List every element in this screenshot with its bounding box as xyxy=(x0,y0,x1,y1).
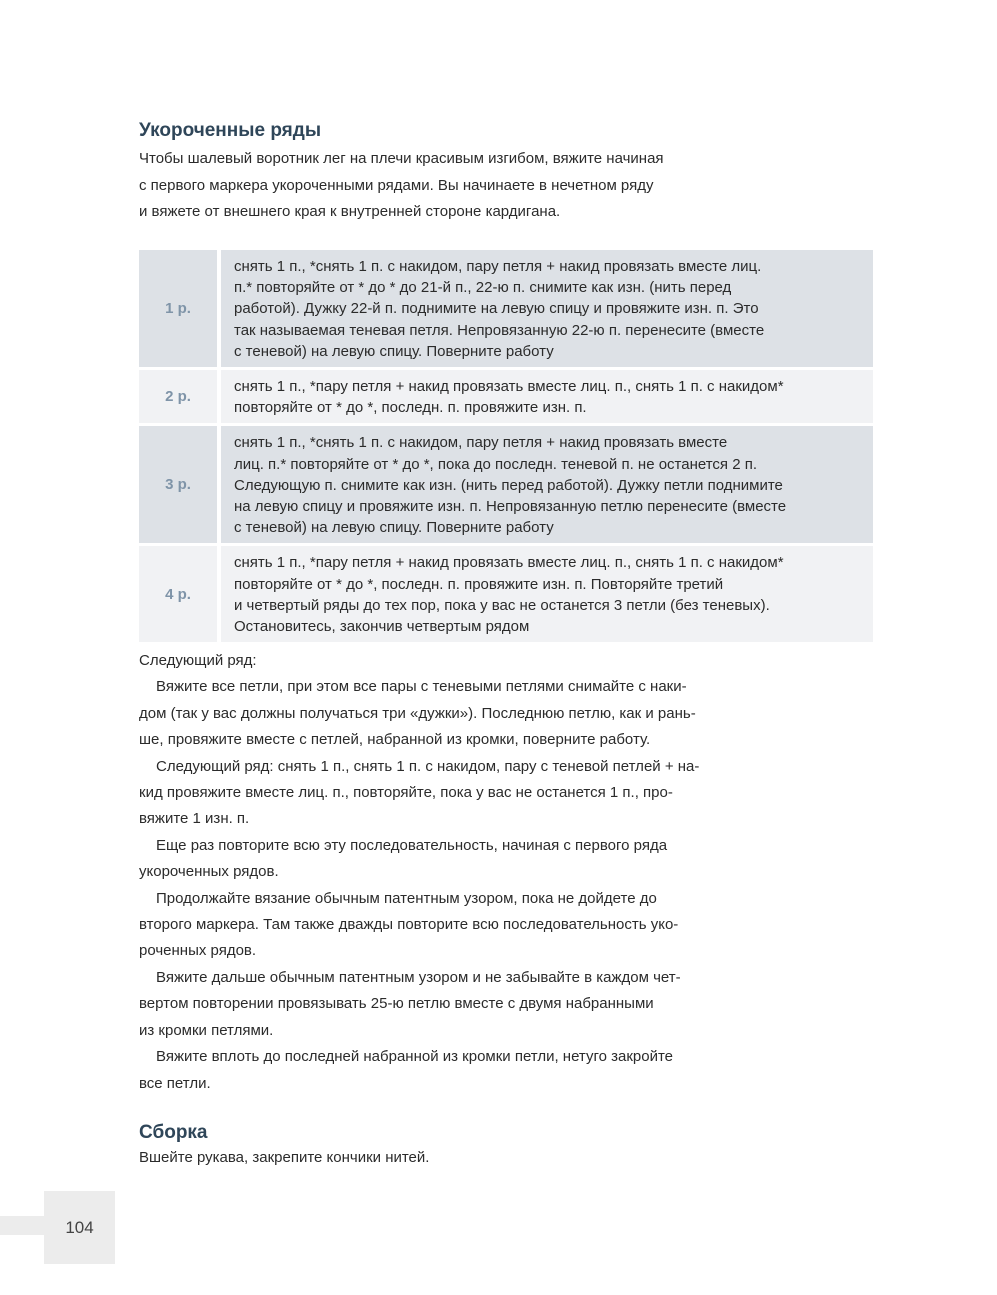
body-text xyxy=(139,648,779,1097)
body-line: дом (так у вас должны получаться три «дужки»). Последнюю петлю, как и рань- xyxy=(139,704,696,722)
instruction-line: так называемая теневая петля. Непровязанную 22-ю п. перенесите (вместе xyxy=(234,321,765,339)
row-instructions xyxy=(221,546,873,642)
instruction-line: снять 1 п., *снять 1 п. с накидом, пару петля + накид провязать вместе лиц. xyxy=(234,258,762,275)
table-row-2 xyxy=(139,370,873,423)
table-row-3 xyxy=(139,426,873,543)
instruction-line: снять 1 п., *снять 1 п. с накидом, пару петля + накид провязать вместе xyxy=(234,434,728,452)
table-row-1 xyxy=(139,250,873,367)
intro-line: и вяжете от внешнего края к внутренней стороне кардигана. xyxy=(139,203,561,220)
body-line: Следующий ряд: снять 1 п., снять 1 п. с накидом, пару с теневой петлей + на- xyxy=(156,757,700,775)
body-line: ше, провяжите вместе с петлей, набранной из кромки, поверните работу. xyxy=(139,731,651,749)
row-label: 1 р. xyxy=(139,250,217,367)
instruction-line: снять 1 п., *пару петля + накид провязать вместе лиц. п., снять 1 п. с накидом* xyxy=(234,378,784,396)
instruction-line: повторяйте от * до *, последн. п. провяжите изн. п. Повторяйте третий xyxy=(234,575,724,593)
row-instructions xyxy=(221,250,873,367)
assembly-text: Вшейте рукава, закрепите кончики нитей. xyxy=(139,1149,430,1166)
instruction-line: Остановитесь, закончив четвертым рядом xyxy=(234,618,530,636)
instruction-line: с теневой) на левую спицу. Поверните работу xyxy=(234,342,554,360)
intro-line: с первого маркера укороченными рядами. Вы начинаете в нечетном ряду xyxy=(139,176,654,194)
body-line: из кромки петлями. xyxy=(139,1021,274,1039)
page-edge-bar xyxy=(0,1216,44,1235)
table-row-4 xyxy=(139,546,873,642)
rows-table xyxy=(139,250,873,642)
body-line: вертом повторении провязывать 25-ю петлю вместе с двумя набранными xyxy=(139,995,654,1013)
body-line: укороченных рядов. xyxy=(139,863,279,881)
section-heading-short-rows: Укороченные ряды xyxy=(139,120,322,141)
row-label: 4 р. xyxy=(139,546,217,642)
body-line: Вяжите все петли, при этом все пары с теневыми петлями снимайте с наки- xyxy=(156,678,687,696)
section-heading-assembly: Сборка xyxy=(139,1122,208,1143)
body-line: Следующий ряд: xyxy=(139,652,257,669)
body-line: Еще раз повторите всю эту последовательность, начиная с первого ряда xyxy=(156,836,668,854)
row-instructions xyxy=(221,426,873,543)
body-line: все петли. xyxy=(139,1074,211,1092)
body-line: вяжите 1 изн. п. xyxy=(139,810,250,828)
body-line: кид провяжите вместе лиц. п., повторяйте, пока у вас не останется 1 п., про- xyxy=(139,784,673,802)
body-line: Продолжайте вязание обычным патентным узором, пока не дойдете до xyxy=(156,889,657,907)
instruction-line: с теневой) на левую спицу. Поверните работу xyxy=(234,519,554,537)
instruction-line: Следующую п. снимите как изн. (нить перед работой). Дужку петли поднимите xyxy=(234,476,783,494)
instruction-line: п.* повторяйте от * до * до 21-й п., 22-ю п. снимите как изн. (нить перед xyxy=(234,279,732,297)
instruction-line: и четвертый ряды до тех пор, пока у вас не останется 3 петли (без теневых). xyxy=(234,596,770,614)
body-line: Вяжите вплоть до последней набранной из кромки петли, нетуго закройте xyxy=(156,1048,674,1066)
body-line: роченных рядов. xyxy=(139,942,257,960)
body-line: второго маркера. Там также дважды повторите всю последовательность уко- xyxy=(139,916,679,934)
instruction-line: повторяйте от * до *, последн. п. провяжите изн. п. xyxy=(234,399,587,417)
instruction-line: лиц. п.* повторяйте от * до *, пока до последн. теневой п. не останется 2 п. xyxy=(234,455,758,473)
instruction-line: снять 1 п., *пару петля + накид провязать вместе лиц. п., снять 1 п. с накидом* xyxy=(234,554,784,572)
row-label: 2 р. xyxy=(139,370,217,423)
page-number: 104 xyxy=(44,1191,115,1264)
instruction-line: на левую спицу и провяжите изн. п. Непровязанную петлю перенесите (вместе xyxy=(234,498,787,516)
intro-paragraph xyxy=(139,146,779,226)
body-line: Вяжите дальше обычным патентным узором и не забывайте в каждом чет- xyxy=(156,968,681,986)
row-instructions xyxy=(221,370,873,423)
intro-line: Чтобы шалевый воротник лег на плечи красивым изгибом, вяжите начиная xyxy=(139,150,664,167)
instruction-line: работой). Дужку 22-й п. поднимите на левую спицу и провяжите изн. п. Это xyxy=(234,300,759,318)
row-label: 3 р. xyxy=(139,426,217,543)
